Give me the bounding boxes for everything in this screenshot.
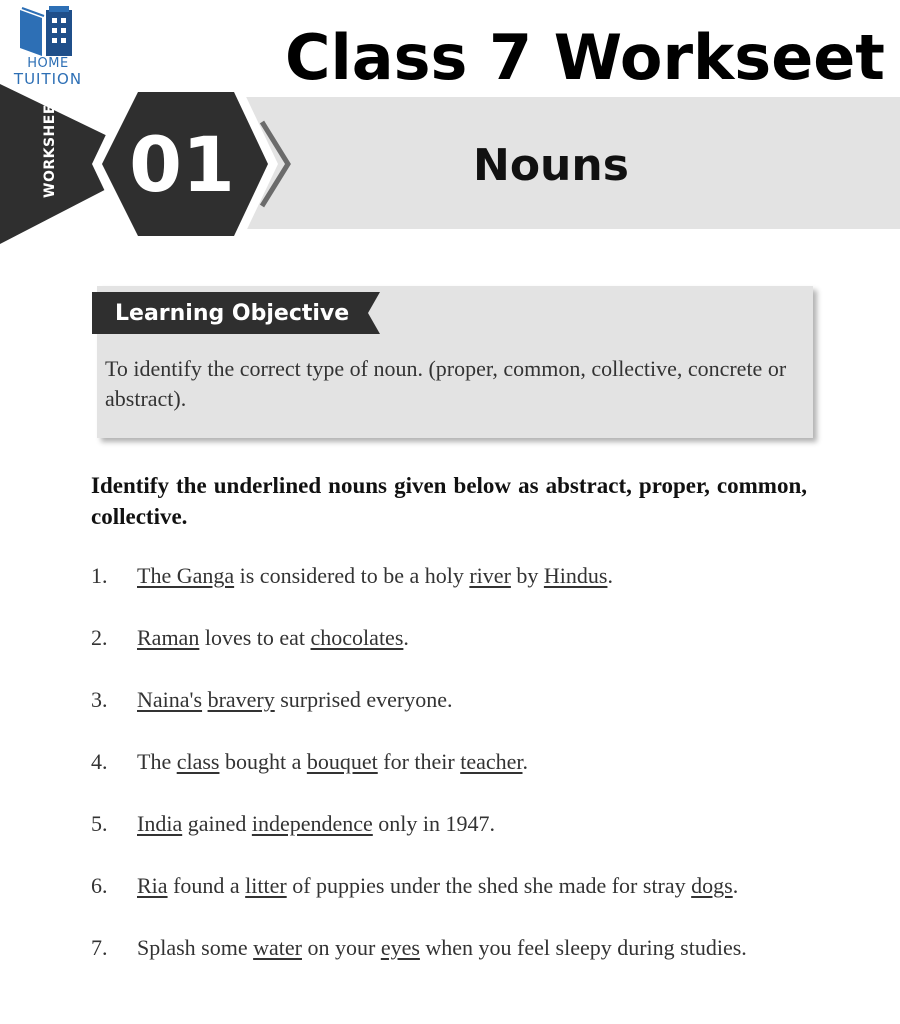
underlined-noun: Ria (137, 873, 168, 898)
question-number: 4. (91, 749, 108, 774)
sentence-text: . (732, 873, 739, 898)
sentence-text: bought a (219, 749, 307, 774)
question-number: 1. (91, 563, 108, 588)
underlined-noun: The Ganga (137, 563, 235, 588)
question-text (137, 747, 811, 777)
underlined-noun: dogs (691, 873, 733, 898)
underlined-noun: teacher (460, 749, 523, 774)
underlined-noun: bouquet (306, 749, 378, 774)
sentence-text: on your (301, 935, 381, 960)
worksheet-label: WORKSHEET (42, 94, 58, 198)
question-number: 3. (91, 687, 108, 712)
question-number: 6. (91, 873, 108, 898)
sentence-text: is considered to be a holy (234, 563, 470, 588)
question-item (91, 933, 811, 963)
question-text (137, 623, 811, 653)
sentence-text: The (137, 749, 177, 774)
topic-title: Nouns (473, 140, 629, 191)
question-text (137, 871, 811, 901)
question-item (91, 809, 811, 839)
home-tuition-logo (6, 4, 86, 88)
sentence-text: when you feel sleepy during studies. (419, 935, 747, 960)
sentence-text: . (522, 749, 529, 774)
question-item (91, 623, 811, 653)
sentence-text: . (607, 563, 613, 588)
question-number: 2. (91, 625, 108, 650)
sentence-text: for their (377, 749, 461, 774)
instruction-text: Identify the underlined nouns given below as abstract, proper, common, collective. (91, 473, 807, 529)
underlined-noun: river (469, 563, 511, 588)
underlined-noun: Raman (137, 625, 200, 650)
underlined-noun: class (176, 749, 220, 774)
sentence-text: only in 1947. (372, 811, 496, 836)
question-text (137, 809, 811, 839)
underlined-noun: bravery (207, 687, 275, 712)
underlined-noun: India (137, 811, 183, 836)
page-title: Class 7 Workseet (285, 21, 885, 94)
sentence-text: by (510, 563, 544, 588)
learning-objective-heading: Learning Objective (115, 301, 350, 326)
learning-objective-text: To identify the correct type of noun. (proper, common, collective, concrete or abstract). (105, 356, 787, 411)
underlined-noun: chocolates (310, 625, 404, 650)
question-list (91, 561, 811, 963)
underlined-noun: litter (245, 873, 287, 898)
sentence-text: surprised everyone. (274, 687, 453, 712)
building-book-icon (6, 4, 90, 58)
question-item (91, 561, 811, 591)
sentence-text: loves to eat (199, 625, 311, 650)
worksheet-number: 01 (129, 120, 235, 209)
underlined-noun: water (253, 935, 302, 960)
logo-text-tuition: TUITION (13, 70, 83, 88)
question-item (91, 747, 811, 777)
sentence-text: found a (167, 873, 246, 898)
question-text (137, 933, 811, 963)
question-number: 5. (91, 811, 108, 836)
underlined-noun: independence (251, 811, 373, 836)
question-text (137, 685, 811, 715)
underlined-noun: eyes (380, 935, 420, 960)
sentence-text: Splash some (137, 935, 254, 960)
question-number: 7. (91, 935, 108, 960)
underlined-noun: Hindus (543, 563, 608, 588)
underlined-noun: Naina's (137, 687, 203, 712)
question-item (91, 871, 811, 901)
sentence-text: . (403, 625, 409, 650)
sentence-text: of puppies under the shed she made for stray (286, 873, 692, 898)
question-item (91, 685, 811, 715)
logo-text-home: HOME (27, 56, 69, 71)
sentence-text: gained (182, 811, 252, 836)
question-text (137, 561, 811, 591)
